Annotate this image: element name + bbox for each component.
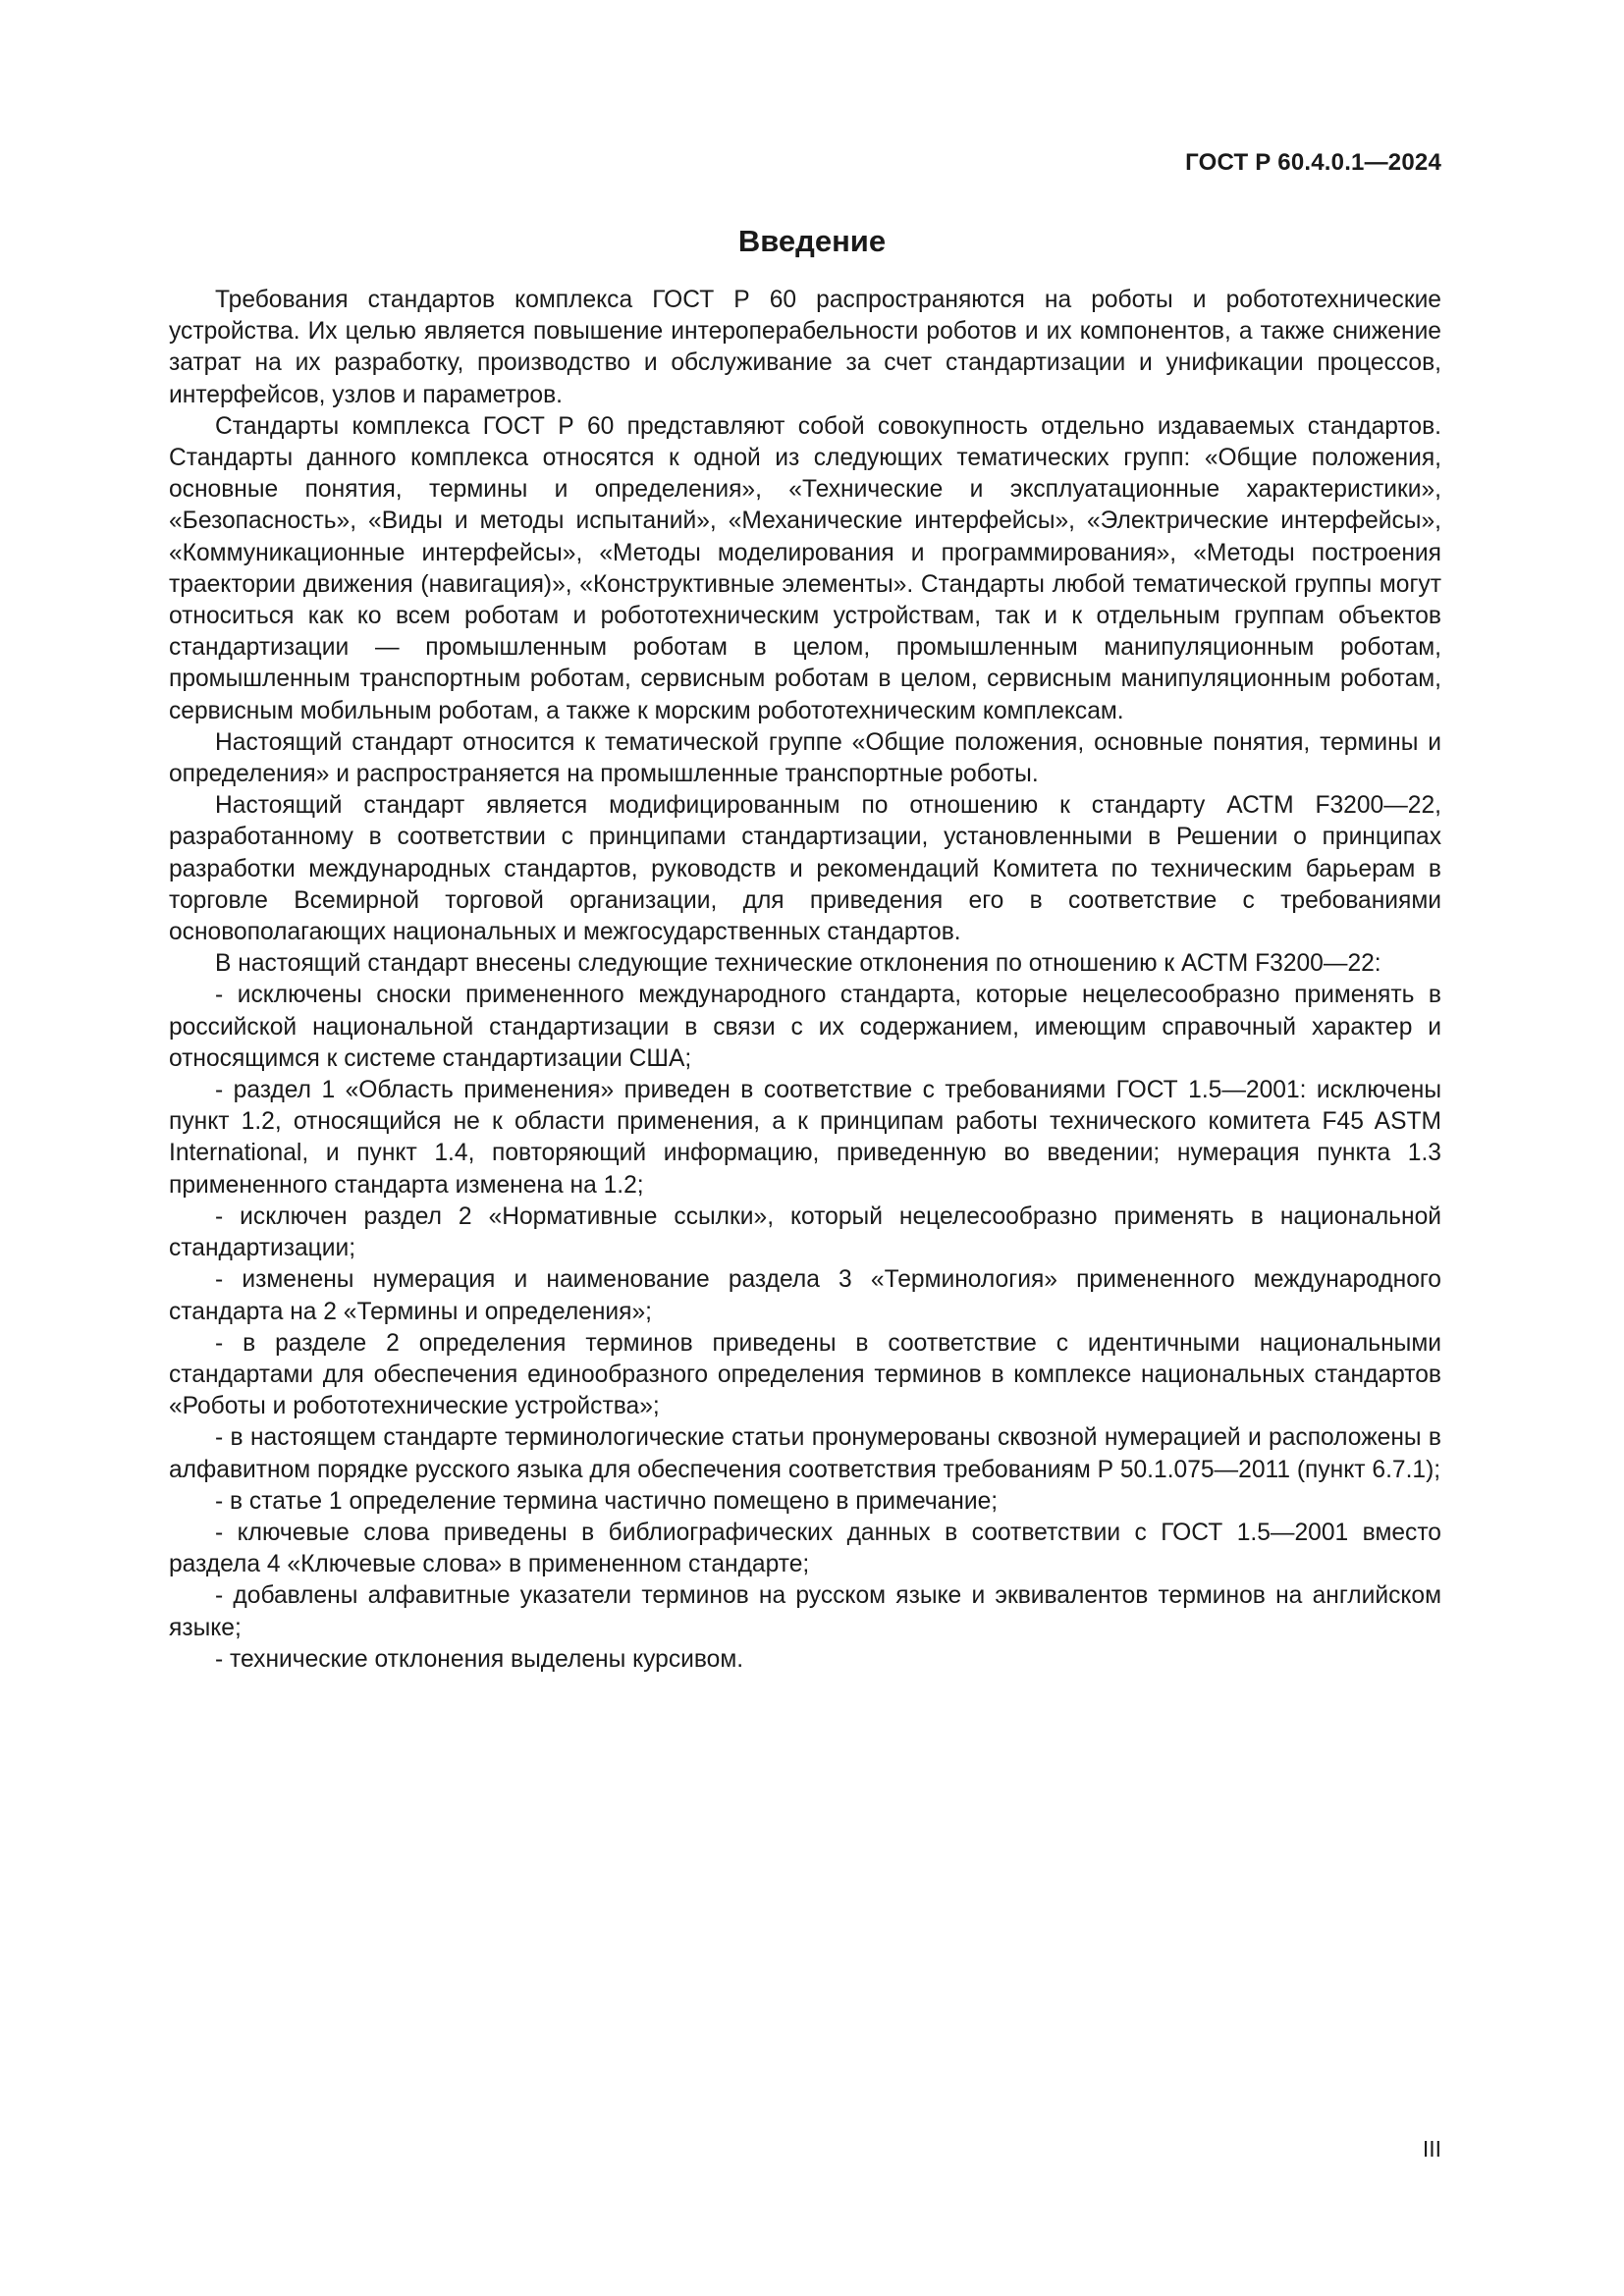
list-item: - в статье 1 определение термина частично помещено в примечание; [215,1487,999,1515]
list-item: - исключен раздел 2 «Нормативные ссылки», который нецелесообразно применять в национальной стандартизации; [169,1202,1441,1262]
list-item: - в настоящем стандарте терминологические статьи пронумерованы сквозной нумерацией и расположены в алфавитном порядке русского языка для обеспечения соответствия требованиям Р 50.1.075—2011 (пункт 6.7.1); [169,1424,1441,1483]
paragraph: Настоящий стандарт является модифицированным по отношению к стандарту АСТМ F3200—22, разработанному в соответствии с принципами стандартизации, установленными в Решении о принципах разработки международных стандартов, руководств и рекомендаций Комитета по техническим барьерам в торговле Всемирной торговой организации, для приведения его в соответствие с требованиями основополагающих национальных и межгосударственных стандартов. [169,792,1441,946]
page-number: III [1422,2136,1441,2162]
document-code: ГОСТ Р 60.4.0.1—2024 [1185,149,1441,176]
list-item: - ключевые слова приведены в библиографических данных в соответствии с ГОСТ 1.5—2001 вместо раздела 4 «Ключевые слова» в примененном стандарте; [169,1519,1441,1578]
list-item: - раздел 1 «Область применения» приведен в соответствие с требованиями ГОСТ 1.5—2001: исключены пункт 1.2, относящийся не к области применения, а к принципам работы технического комитета F45 ASTM International, и пункт 1.4, повторяющий информацию, приведенную во введении; нумерация пункта 1.3 примененного стандарта изменена на 1.2; [169,1077,1441,1199]
paragraph: Настоящий стандарт относится к тематической группе «Общие положения, основные понятия, термины и определения» и распространяется на промышленные транспортные роботы. [169,728,1441,788]
list-item: - в разделе 2 определения терминов приведены в соответствие с идентичными национальными стандартами для обеспечения единообразного определения терминов в комплексе национальных стандартов «Роботы и робототехнические устройства»; [169,1329,1441,1420]
paragraph: В настоящий стандарт внесены следующие технические отклонения по отношению к АСТМ F3200—22: [215,950,1381,978]
section-body [169,285,1441,1676]
list-item: - добавлены алфавитные указатели терминов на русском языке и эквивалентов терминов на английском языке; [169,1582,1441,1641]
paragraph: Требования стандартов комплекса ГОСТ Р 60 распространяются на роботы и робототехнические устройства. Их целью является повышение интероперабельности роботов и их компонентов, а также снижение затрат на их разработку, производство и обслуживание за счет стандартизации и унификации процессов, интерфейсов, узлов и параметров. [169,287,1441,408]
list-item: - исключены сноски примененного международного стандарта, которые нецелесообразно применять в российской национальной стандартизации в связи с их содержанием, имеющим справочный характер и относящимся к системе стандартизации США; [169,982,1441,1072]
list-item: - технические отклонения выделены курсивом. [215,1645,744,1673]
paragraph: Стандарты комплекса ГОСТ Р 60 представляют собой совокупность отдельно издаваемых стандартов. Стандарты данного комплекса относятся к одной из следующих тематических групп: «Общие положения, основные понятия, термины и определения», «Технические и эксплуатационные характеристики», «Безопасность», «Виды и методы испытаний», «Механические интерфейсы», «Электрические интерфейсы», «Коммуникационные интерфейсы», «Методы моделирования и программирования», «Методы построения траектории движения (навигация)», «Конструктивные элементы». Стандарты любой тематической группы могут относиться как ко всем роботам и робототехническим устройствам, так и к отдельным группам объектов стандартизации — промышленным роботам в целом, промышленным манипуляционным роботам, промышленным транспортным роботам, сервисным роботам в целом, сервисным манипуляционным роботам, сервисным мобильным роботам, а также к морским робототехническим комплексам. [169,412,1441,724]
section-title: Введение [737,224,887,258]
list-item: - изменены нумерация и наименование раздела 3 «Терминология» примененного международного стандарта на 2 «Термины и определения»; [169,1266,1441,1325]
